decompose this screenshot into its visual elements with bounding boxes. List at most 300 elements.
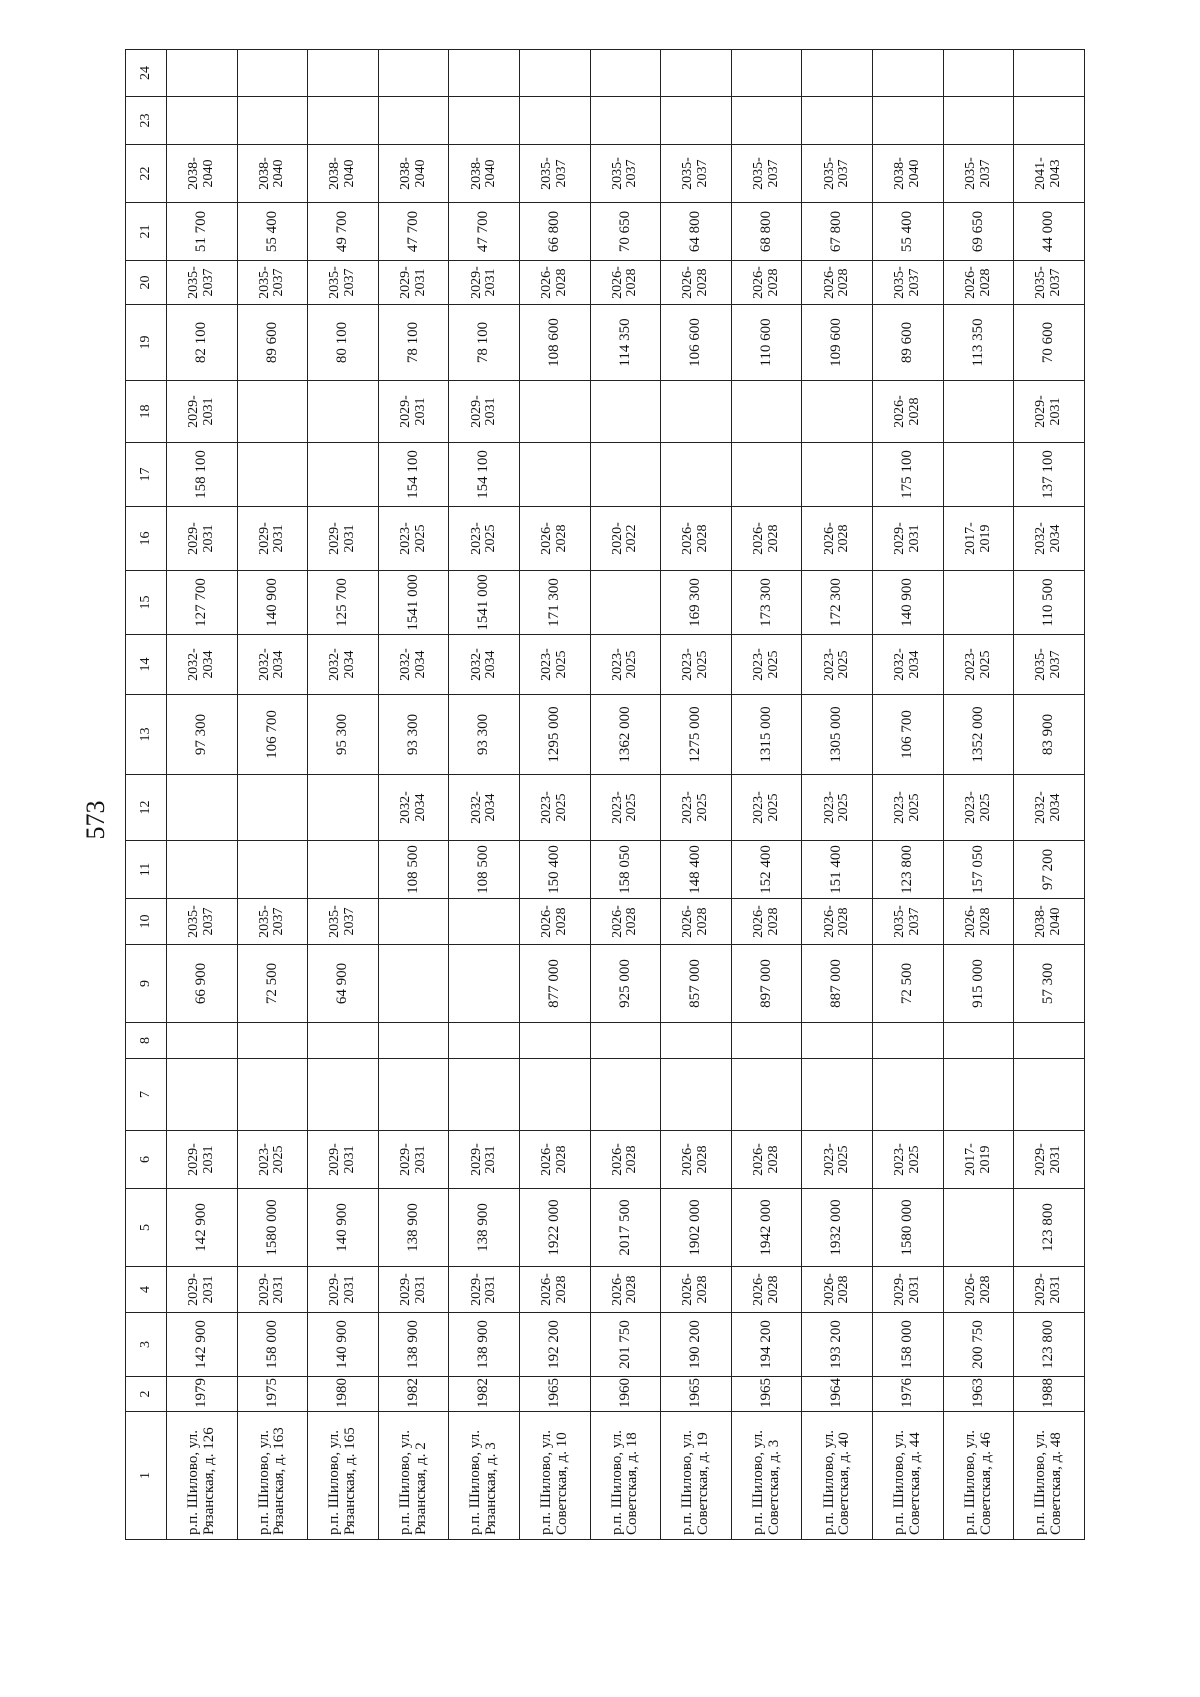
table-cell: 106 700 (237, 695, 308, 775)
table-cell: 2038-2040 (873, 145, 944, 203)
table-cell (731, 50, 802, 97)
table-cell: 2035-2037 (308, 899, 379, 945)
table-cell: 2026-2028 (520, 507, 591, 571)
column-header: 17 (126, 443, 167, 507)
table-cell: 2029-2031 (1014, 1267, 1085, 1313)
table-cell (237, 775, 308, 841)
table-cell: 2035-2037 (873, 261, 944, 305)
table-cell (731, 1023, 802, 1059)
table-cell: 2035-2037 (237, 261, 308, 305)
column-header: 24 (126, 50, 167, 97)
table-cell (943, 571, 1014, 635)
table-row (1014, 50, 1085, 1540)
table-cell: 2026-2028 (731, 261, 802, 305)
table-cell: 2029-2031 (378, 1131, 449, 1189)
table-cell (873, 1059, 944, 1131)
column-header: 19 (126, 305, 167, 381)
table-cell: 2035-2037 (237, 899, 308, 945)
table-cell (449, 899, 520, 945)
table-cell (1014, 97, 1085, 145)
table-cell: 2032-2034 (873, 635, 944, 695)
table-cell: 2035-2037 (167, 261, 238, 305)
table-cell (378, 1023, 449, 1059)
address-cell: р.п. Шилово, ул. Рязанская, д. 126 (167, 1412, 238, 1540)
table-cell: 2035-2037 (943, 145, 1014, 203)
table-cell: 93 300 (449, 695, 520, 775)
page-number: 573 (81, 800, 110, 840)
table-cell (237, 1023, 308, 1059)
table-cell: 172 300 (802, 571, 873, 635)
table-cell: 1965 (520, 1377, 591, 1412)
table-cell: 2017 500 (590, 1189, 661, 1267)
table-cell: 123 800 (873, 841, 944, 899)
table-cell (378, 1059, 449, 1131)
table-cell: 193 200 (802, 1313, 873, 1377)
table-cell: 2038-2040 (167, 145, 238, 203)
table-cell: 2035-2037 (520, 145, 591, 203)
address-cell: р.п. Шилово, ул. Советская, д. 19 (661, 1412, 732, 1540)
table-cell: 123 800 (1014, 1189, 1085, 1267)
table-cell (943, 381, 1014, 443)
table-cell: 2029-2031 (378, 261, 449, 305)
table-cell: 82 100 (167, 305, 238, 381)
table-row (378, 50, 449, 1540)
table-cell: 2035-2037 (590, 145, 661, 203)
table-row (873, 50, 944, 1540)
table-cell: 152 400 (731, 841, 802, 899)
column-header: 2 (126, 1377, 167, 1412)
column-header: 8 (126, 1023, 167, 1059)
table-cell: 915 000 (943, 945, 1014, 1023)
table-cell (167, 1059, 238, 1131)
table-cell: 1580 000 (873, 1189, 944, 1267)
table-cell: 2026-2028 (943, 899, 1014, 945)
table-cell (731, 1059, 802, 1131)
table-cell: 2026-2028 (661, 261, 732, 305)
table-cell: 138 900 (378, 1189, 449, 1267)
table-cell: 2026-2028 (731, 899, 802, 945)
table-cell: 1541 000 (378, 571, 449, 635)
column-header: 12 (126, 775, 167, 841)
table-cell (308, 443, 379, 507)
table-row (237, 50, 308, 1540)
table-cell: 80 100 (308, 305, 379, 381)
table-cell: 2041-2043 (1014, 145, 1085, 203)
table-cell: 2023-2025 (590, 635, 661, 695)
table-cell: 1362 000 (590, 695, 661, 775)
table-cell: 2026-2028 (731, 1131, 802, 1189)
table-cell: 2029-2031 (378, 1267, 449, 1313)
table-cell: 154 100 (378, 443, 449, 507)
table-cell (520, 97, 591, 145)
table-cell: 2026-2028 (802, 507, 873, 571)
table-cell: 83 900 (1014, 695, 1085, 775)
column-header: 21 (126, 203, 167, 261)
table-cell (449, 1059, 520, 1131)
table-cell (308, 1059, 379, 1131)
table-cell: 2026-2028 (943, 1267, 1014, 1313)
table-cell: 66 800 (520, 203, 591, 261)
table-cell: 2020-2022 (590, 507, 661, 571)
table-cell: 2032-2034 (449, 775, 520, 841)
address-cell: р.п. Шилово, ул. Рязанская, д. 165 (308, 1412, 379, 1540)
table-cell: 158 000 (237, 1313, 308, 1377)
table-cell: 2029-2031 (449, 381, 520, 443)
column-number-header-row (126, 50, 167, 1540)
table-cell: 1975 (237, 1377, 308, 1412)
column-header: 14 (126, 635, 167, 695)
table-cell: 2038-2040 (449, 145, 520, 203)
table-row (449, 50, 520, 1540)
table-cell: 2023-2025 (943, 775, 1014, 841)
table-row (167, 50, 238, 1540)
table-cell: 201 750 (590, 1313, 661, 1377)
table-cell: 2026-2028 (590, 261, 661, 305)
table-cell: 142 900 (167, 1313, 238, 1377)
table-cell: 1295 000 (520, 695, 591, 775)
table-cell: 1963 (943, 1377, 1014, 1412)
table-row (590, 50, 661, 1540)
table-row (661, 50, 732, 1540)
capital-repair-schedule-table (125, 49, 1085, 1540)
column-header: 16 (126, 507, 167, 571)
table-cell: 2029-2031 (237, 1267, 308, 1313)
table-cell: 2038-2040 (378, 145, 449, 203)
table-cell: 2023-2025 (449, 507, 520, 571)
table-cell: 72 500 (237, 945, 308, 1023)
table-cell (1014, 1023, 1085, 1059)
table-cell (802, 381, 873, 443)
table-cell: 154 100 (449, 443, 520, 507)
table-cell: 1942 000 (731, 1189, 802, 1267)
table-cell: 1979 (167, 1377, 238, 1412)
table-cell: 2029-2031 (237, 507, 308, 571)
table-cell: 190 200 (661, 1313, 732, 1377)
table-container (125, 60, 1085, 1540)
table-cell (590, 50, 661, 97)
table-cell: 1315 000 (731, 695, 802, 775)
column-header: 10 (126, 899, 167, 945)
table-cell: 150 400 (520, 841, 591, 899)
column-header: 7 (126, 1059, 167, 1131)
table-cell: 67 800 (802, 203, 873, 261)
table-cell (308, 775, 379, 841)
table-cell (308, 97, 379, 145)
table-cell (802, 1023, 873, 1059)
table-cell: 108 600 (520, 305, 591, 381)
table-body (167, 50, 1085, 1540)
table-cell: 2035-2037 (308, 261, 379, 305)
table-cell: 47 700 (378, 203, 449, 261)
table-cell: 106 700 (873, 695, 944, 775)
table-cell: 44 000 (1014, 203, 1085, 261)
column-header: 6 (126, 1131, 167, 1189)
column-header: 18 (126, 381, 167, 443)
table-cell: 108 500 (378, 841, 449, 899)
table-cell: 2029-2031 (449, 1267, 520, 1313)
table-cell: 158 100 (167, 443, 238, 507)
table-cell: 2035-2037 (873, 899, 944, 945)
table-cell: 2029-2031 (167, 507, 238, 571)
table-row (731, 50, 802, 1540)
table-cell: 2023-2025 (661, 635, 732, 695)
table-cell: 2035-2037 (802, 145, 873, 203)
table-cell: 158 000 (873, 1313, 944, 1377)
table-cell: 127 700 (167, 571, 238, 635)
column-header: 20 (126, 261, 167, 305)
table-cell (237, 443, 308, 507)
table-cell (590, 1059, 661, 1131)
table-cell: 2026-2028 (520, 261, 591, 305)
table-cell: 2023-2025 (520, 775, 591, 841)
table-cell (308, 841, 379, 899)
table-cell: 2035-2037 (731, 145, 802, 203)
table-cell: 173 300 (731, 571, 802, 635)
table-cell (237, 381, 308, 443)
column-header: 23 (126, 97, 167, 145)
table-cell: 140 900 (308, 1189, 379, 1267)
table-cell: 64 800 (661, 203, 732, 261)
table-cell: 169 300 (661, 571, 732, 635)
table-cell: 2032-2034 (308, 635, 379, 695)
address-cell: р.п. Шилово, ул. Рязанская, д. 3 (449, 1412, 520, 1540)
table-cell (731, 381, 802, 443)
table-cell: 2032-2034 (378, 775, 449, 841)
table-cell (590, 381, 661, 443)
table-cell (873, 97, 944, 145)
table-cell: 140 900 (873, 571, 944, 635)
table-cell: 2029-2031 (1014, 1131, 1085, 1189)
column-header: 15 (126, 571, 167, 635)
table-cell: 2017-2019 (943, 507, 1014, 571)
table-cell: 148 400 (661, 841, 732, 899)
table-cell: 2029-2031 (378, 381, 449, 443)
table-cell (802, 1059, 873, 1131)
table-cell: 2035-2037 (1014, 261, 1085, 305)
table-cell (237, 1059, 308, 1131)
table-cell: 2023-2025 (661, 775, 732, 841)
table-cell: 2029-2031 (167, 381, 238, 443)
table-cell: 2035-2037 (167, 899, 238, 945)
table-cell: 110 500 (1014, 571, 1085, 635)
table-cell: 194 200 (731, 1313, 802, 1377)
column-header: 13 (126, 695, 167, 775)
column-header: 3 (126, 1313, 167, 1377)
table-cell (520, 1023, 591, 1059)
table-cell: 2023-2025 (237, 1131, 308, 1189)
table-cell: 2023-2025 (590, 775, 661, 841)
table-row (802, 50, 873, 1540)
table-cell: 68 800 (731, 203, 802, 261)
table-cell: 2026-2028 (802, 1267, 873, 1313)
table-cell: 70 600 (1014, 305, 1085, 381)
table-cell: 171 300 (520, 571, 591, 635)
table-cell: 1960 (590, 1377, 661, 1412)
table-cell: 1982 (378, 1377, 449, 1412)
table-cell: 110 600 (731, 305, 802, 381)
table-cell (449, 945, 520, 1023)
table-cell (661, 1023, 732, 1059)
table-cell: 2026-2028 (731, 507, 802, 571)
table-cell (802, 97, 873, 145)
table-cell: 158 050 (590, 841, 661, 899)
table-cell: 1980 (308, 1377, 379, 1412)
table-cell (237, 841, 308, 899)
address-cell: р.п. Шилово, ул. Советская, д. 40 (802, 1412, 873, 1540)
table-cell: 97 300 (167, 695, 238, 775)
table-cell: 78 100 (449, 305, 520, 381)
table-cell: 1922 000 (520, 1189, 591, 1267)
table-cell (590, 443, 661, 507)
table-cell: 1932 000 (802, 1189, 873, 1267)
table-cell (802, 50, 873, 97)
table-cell (943, 50, 1014, 97)
table-cell: 192 200 (520, 1313, 591, 1377)
table-cell: 2032-2034 (1014, 507, 1085, 571)
table-cell (520, 443, 591, 507)
table-cell (590, 97, 661, 145)
table-cell: 114 350 (590, 305, 661, 381)
table-cell (731, 443, 802, 507)
address-cell: р.п. Шилово, ул. Советская, д. 3 (731, 1412, 802, 1540)
table-cell: 1902 000 (661, 1189, 732, 1267)
table-cell: 2017-2019 (943, 1131, 1014, 1189)
address-cell: р.п. Шилово, ул. Рязанская, д. 2 (378, 1412, 449, 1540)
table-cell: 857 000 (661, 945, 732, 1023)
table-cell: 175 100 (873, 443, 944, 507)
table-cell: 1965 (731, 1377, 802, 1412)
table-cell (661, 50, 732, 97)
table-cell: 125 700 (308, 571, 379, 635)
table-cell: 138 900 (449, 1189, 520, 1267)
table-cell (590, 1023, 661, 1059)
address-cell: р.п. Шилово, ул. Советская, д. 18 (590, 1412, 661, 1540)
table-cell (167, 841, 238, 899)
column-header: 4 (126, 1267, 167, 1313)
table-cell: 89 600 (873, 305, 944, 381)
table-cell: 2038-2040 (1014, 899, 1085, 945)
table-cell (802, 443, 873, 507)
table-cell: 2026-2028 (520, 1131, 591, 1189)
table-cell: 108 500 (449, 841, 520, 899)
address-cell: р.п. Шилово, ул. Советская, д. 46 (943, 1412, 1014, 1540)
table-cell (873, 1023, 944, 1059)
table-cell: 78 100 (378, 305, 449, 381)
table-cell: 55 400 (873, 203, 944, 261)
table-cell: 113 350 (943, 305, 1014, 381)
table-cell (661, 381, 732, 443)
column-header: 11 (126, 841, 167, 899)
table-cell: 2026-2028 (520, 899, 591, 945)
column-header: 1 (126, 1412, 167, 1540)
table-cell: 1275 000 (661, 695, 732, 775)
table-cell: 2026-2028 (590, 1131, 661, 1189)
table-cell: 2029-2031 (449, 1131, 520, 1189)
table-cell: 93 300 (378, 695, 449, 775)
table-cell: 1541 000 (449, 571, 520, 635)
table-cell: 2038-2040 (237, 145, 308, 203)
table-cell: 897 000 (731, 945, 802, 1023)
table-cell (943, 1059, 1014, 1131)
table-row (520, 50, 591, 1540)
table-cell: 1965 (661, 1377, 732, 1412)
table-cell: 2026-2028 (661, 1131, 732, 1189)
table-cell (167, 1023, 238, 1059)
table-cell: 2029-2031 (308, 1131, 379, 1189)
table-cell: 106 600 (661, 305, 732, 381)
table-cell (167, 775, 238, 841)
table-cell: 2026-2028 (661, 899, 732, 945)
table-cell: 142 900 (167, 1189, 238, 1267)
address-cell: р.п. Шилово, ул. Советская, д. 48 (1014, 1412, 1085, 1540)
table-cell: 70 650 (590, 203, 661, 261)
table-cell: 140 900 (308, 1313, 379, 1377)
table-cell (590, 571, 661, 635)
table-cell: 2026-2028 (731, 1267, 802, 1313)
table-cell: 49 700 (308, 203, 379, 261)
table-cell: 2029-2031 (167, 1131, 238, 1189)
table-cell: 2026-2028 (802, 261, 873, 305)
table-cell: 925 000 (590, 945, 661, 1023)
table-cell: 1580 000 (237, 1189, 308, 1267)
table-cell (661, 97, 732, 145)
table-cell: 2026-2028 (661, 507, 732, 571)
table-cell: 877 000 (520, 945, 591, 1023)
table-cell (378, 97, 449, 145)
table-cell (167, 50, 238, 97)
address-cell: р.п. Шилово, ул. Рязанская, д. 163 (237, 1412, 308, 1540)
table-cell: 2035-2037 (1014, 635, 1085, 695)
table-row (308, 50, 379, 1540)
table-cell: 66 900 (167, 945, 238, 1023)
table-cell: 137 100 (1014, 443, 1085, 507)
table-cell (873, 50, 944, 97)
table-cell: 1988 (1014, 1377, 1085, 1412)
table-cell: 2023-2025 (802, 775, 873, 841)
table-cell: 47 700 (449, 203, 520, 261)
table-cell (661, 443, 732, 507)
column-header: 9 (126, 945, 167, 1023)
table-cell: 2032-2034 (449, 635, 520, 695)
address-cell: р.п. Шилово, ул. Советская, д. 10 (520, 1412, 591, 1540)
table-cell (520, 1059, 591, 1131)
table-cell: 2029-2031 (308, 1267, 379, 1313)
table-cell (237, 97, 308, 145)
table-cell: 2023-2025 (520, 635, 591, 695)
table-cell (520, 50, 591, 97)
table-cell: 2026-2028 (802, 899, 873, 945)
table-cell: 2029-2031 (1014, 381, 1085, 443)
table-cell: 1352 000 (943, 695, 1014, 775)
table-cell: 2026-2028 (590, 1267, 661, 1313)
table-cell: 2026-2028 (873, 381, 944, 443)
table-cell: 1305 000 (802, 695, 873, 775)
table-cell (237, 50, 308, 97)
table-cell (167, 97, 238, 145)
table-cell: 157 050 (943, 841, 1014, 899)
table-cell: 2032-2034 (378, 635, 449, 695)
table-cell (1014, 1059, 1085, 1131)
table-cell (943, 1189, 1014, 1267)
table-cell: 2023-2025 (873, 775, 944, 841)
table-cell (449, 1023, 520, 1059)
table-cell: 69 650 (943, 203, 1014, 261)
table-cell: 55 400 (237, 203, 308, 261)
table-cell: 138 900 (449, 1313, 520, 1377)
table-cell: 2032-2034 (1014, 775, 1085, 841)
table-row (943, 50, 1014, 1540)
table-cell: 64 900 (308, 945, 379, 1023)
